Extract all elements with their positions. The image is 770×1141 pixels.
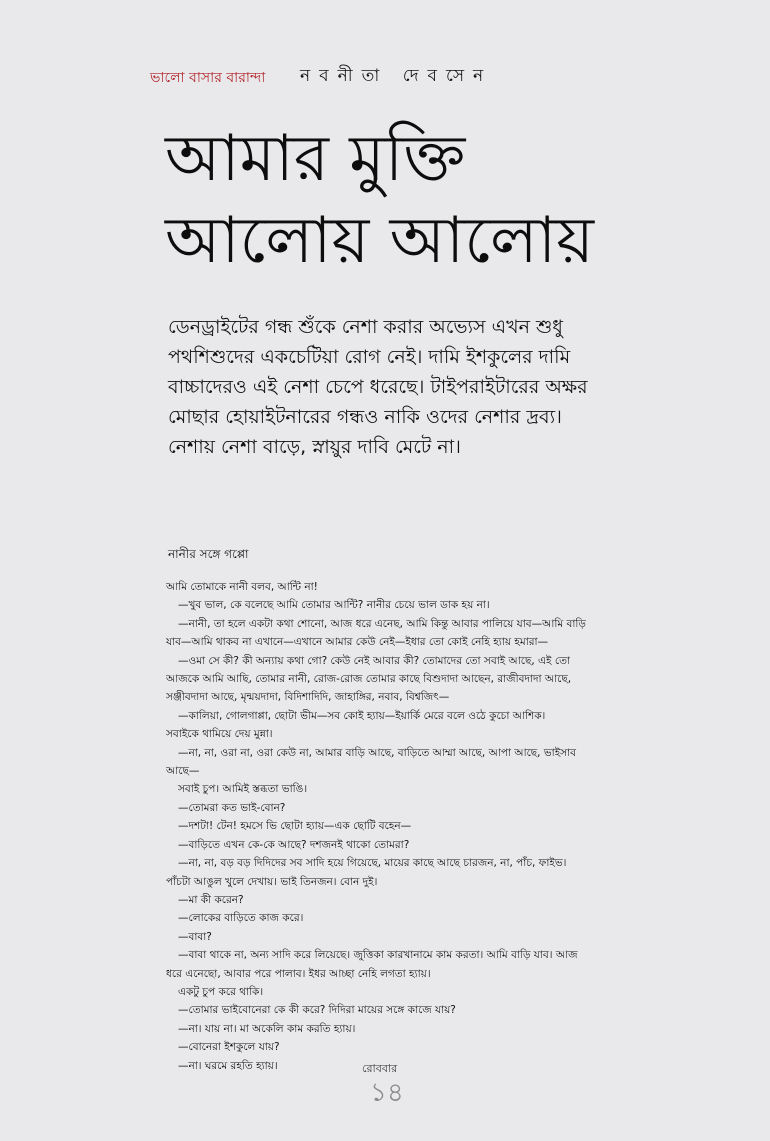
title-line-1: আমার মুক্তি [165, 122, 466, 196]
body-line: যাব—আমি থাকব না এখানে—এখানে আমার কেউ নেই—ইধার তো কোই নেহি হ্যায় হমারা— [166, 636, 549, 649]
body-line: —না, না, বড় বড় দিদিদের সব সাদি হয়ে গিয়েছে, মায়ের কাছে আছে চারজন, না, পাঁচ, ফাইভ। [178, 857, 567, 870]
body-line: —তোমার ভাইবোনেরা কে কী করে? দিদিরা মায়ের সঙ্গে কাজে যায়? [178, 1004, 456, 1017]
intro-line: বাচ্চাদেরও এই নেশা চেপে ধরেছে। টাইপরাইটারের অক্ষর [168, 376, 588, 398]
body-line: —ওমা সে কী? কী অন্যায় কথা গো? কেউ নেই আবার কী? তোমাদের তো সবাই আছে, এই তো [178, 654, 571, 667]
body-line: —না। ঘরমে রহতি হ্যায়। [178, 1059, 278, 1072]
intro-line: নেশায় নেশা বাড়ে, স্নায়ুর দাবি মেটে না। [168, 436, 461, 458]
intro-line: পথশিশুদের একচেটিয়া রোগ নেই। দামি ইশকুলের দামি [168, 346, 571, 368]
body-line: —দশটা! টেন! হমসে ভি ছোটা হ্যায়—এক ছোটি বহেন— [178, 820, 412, 833]
body-line: —বাবা থাকে না, অন্য সাদি করে লিয়েছে। জুত্তিকা কারখানামে কাম করতা। আমি বাড়ি যাব। আজ [178, 949, 578, 962]
intro-paragraph [168, 312, 638, 462]
body-line: ধরে এনেছো, আবার পরে পালাব। ইধর আচ্ছা নেহি লগতা হ্যায়। [166, 967, 431, 980]
magazine-name: রোববার [362, 1062, 398, 1075]
body-line: —মা কী করেন? [178, 893, 244, 906]
body-line: —কালিয়া, গোলগাপ্পা, ছোটা ভীম—সব কোই হ্যায়—ইয়ার্কি মেরে বলে ওঠে কুচো আশিক। [178, 709, 546, 722]
body-line: আছে— [166, 765, 200, 778]
body-line: —তোমরা কত ভাই-বোন? [178, 801, 286, 814]
body-line: —না। যায় না। মা অকেলি কাম করতি হ্যায়। [178, 1022, 356, 1035]
page-number: ১৪ [370, 1078, 404, 1108]
body-line: পাঁচটা আঙুল খুলে দেখায়। ভাই তিনজন। বোন দুই। [166, 875, 378, 888]
body-line: —না, না, ওরা না, ওরা কেউ না, আমার বাড়ি আছে, বাড়িতে আম্মা আছে, আপা আছে, ভাইসাব [178, 746, 576, 759]
title-line-2: আলোয় আলোয় [165, 204, 594, 278]
body-line: আমি তোমাকে নানী বলব, আন্টি না! [166, 581, 318, 593]
body-line: সবাই চুপ। আমিই স্তব্ধতা ভাঙি। [178, 783, 308, 796]
body-line: —খুব ভাল, কে বলেছে আমি তোমার আন্টি? নানীর চেয়ে ভাল ডাক হয় না। [178, 599, 490, 612]
article-body [166, 578, 636, 1075]
article-title [165, 118, 765, 282]
column-kicker: ভালো বাসার বারান্দা [150, 70, 266, 86]
intro-line: মোছার হোয়াইটনারের গন্ধও নাকি ওদের নেশার দ্রব্য। [168, 406, 562, 428]
author-name: নবনীতা দেবসেন [300, 66, 493, 86]
body-line: —লোকের বাড়িতে কাজ করে। [178, 912, 304, 925]
body-line: —বোনেরা ইশকুলে যায়? [178, 1041, 280, 1054]
body-line: সবাইকে থামিয়ে দেয় মুন্না। [166, 728, 273, 741]
section-heading: নানীর সঙ্গে গপ্পো [168, 547, 249, 561]
body-line: আজকে আমি আছি, তোমার নানী, রোজ-রোজ তোমার কাছে বিশুদাদা আছেন, রাজীবদাদা আছে, [166, 673, 572, 686]
body-line: —বাবা? [178, 930, 212, 943]
intro-line: ডেনড্রাইটের গন্ধ শুঁকে নেশা করার অভ্যেস এখন শুধু [168, 316, 563, 338]
body-line: —বাড়িতে এখন কে-কে আছে? দশজনই থাকো তোমরা? [178, 838, 410, 851]
body-line: সঞ্জীবদাদা আছে, মৃন্ময়দাদা, বিদিশাদিদি, জাহাঙ্গির, নবাব, বিশ্বজিৎ— [166, 691, 450, 704]
body-line: —নানী, তা হলে একটা কথা শোনো, আজ ধরে এনেছ, আমি কিন্তু আবার পালিয়ে যাব—আমি বাড়ি [178, 617, 586, 630]
body-line: একটু চুপ করে থাকি। [178, 985, 264, 998]
